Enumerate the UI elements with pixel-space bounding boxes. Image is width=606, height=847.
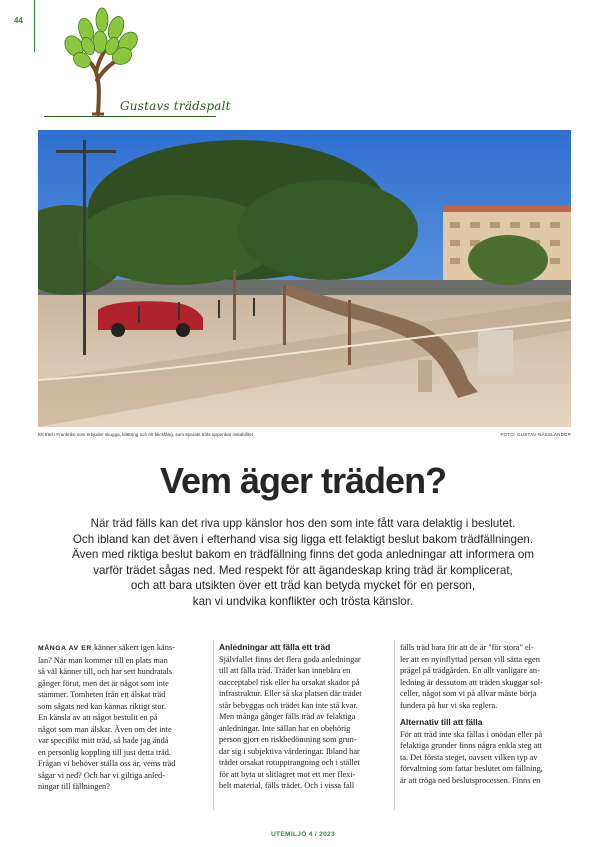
page-number: 44 <box>14 16 23 25</box>
body-line: stämmer. Tomheten från ett älskat träd <box>38 690 166 699</box>
body-line: ler att en nyinflyttad person vill sätta egen <box>400 654 540 664</box>
body-line: anledningar. Inte sällan har en obehörig <box>219 723 351 733</box>
body-line: ningar till fällningen? <box>38 782 110 791</box>
body-line: ta. Det första steget, oavsett vilken typ av <box>400 752 538 762</box>
body-line: felaktiga grunder finns några enkla steg att <box>400 741 542 750</box>
body-line: prägel på trädgården. En allt vanligare an- <box>400 666 540 675</box>
body-line: fälls träd bara för att de är "för stora" el- <box>400 643 534 652</box>
body-line: står bebyggas och trädet kan inte stå kvar. <box>219 700 358 710</box>
body-column-3 <box>400 642 570 786</box>
column-logo <box>44 6 234 116</box>
lead-line: och att bara utsikten över ett träd kan betyda mycket för en person, <box>130 579 476 593</box>
body-line: Frågan vi behöver ställa oss är, vems träd <box>38 759 176 768</box>
body-line: person gjort en riskbedömning som grun- <box>219 735 357 744</box>
lead-line: Och ibland kan det även i efterhand visa sig ligga ett felaktigt beslut bakom trädfällningen. <box>72 532 534 546</box>
lead-in: MÅNGA AV ER <box>38 645 92 652</box>
body-line: Självfallet finns det flera goda anledningar <box>219 654 361 664</box>
section-subhead: Anledningar att fälla ett träd <box>219 642 331 652</box>
lead-line: När träd fälls kan det riva upp känslor hos den som inte fått vara delaktig i beslutet. <box>90 517 516 530</box>
body-column-2 <box>219 642 389 792</box>
body-line: förvaltning som fattar beslutet om fällning, <box>400 764 543 773</box>
body-line: infrastruktur. Eller så ska platsen där trädet <box>219 689 362 698</box>
page-footer: UTEMILJÖ 4 / 2023 <box>270 831 336 838</box>
body-line: För att träd inte ska fällas i onödan eller på <box>400 729 543 739</box>
lead-line: varför trädet sågas ned. Med respekt för att ägandeskap kring träd är komplicerat, <box>93 563 513 577</box>
body-line: till att fälla träd. Trädet kan innebära en <box>219 666 351 675</box>
section-subhead: Alternativ till att fälla <box>400 717 483 727</box>
body-line: så väl känner till, och har sett hundratals <box>38 667 173 676</box>
body-line: för att byta ut slitlagret mot ett mer flexi- <box>219 769 356 779</box>
body-line: lan? När man kommer till en plats man <box>38 655 168 665</box>
body-line: var specifikt mitt träd, så hade jag ändå <box>38 736 169 745</box>
article-headline: Vem äger träden? <box>159 460 447 501</box>
body-line: Men många gånger fälls träd av felaktiga <box>219 712 356 721</box>
article-lead <box>52 516 554 610</box>
body-line: belt material, fälls trädet. Och i vissa fall <box>219 781 355 790</box>
photo-credit: FOTO: GUSTAV NÄSSLANDER <box>500 432 571 437</box>
body-line: oacceptabel risk eller ha orsakat skador på <box>219 677 360 687</box>
body-line: som sågats ned kan kännas riktigt stor. <box>38 701 166 711</box>
photo-caption: Ett träd i Frankrike som erbjuder skugga, klättring och ett blickfång, som sparats trots uppenbar instabilitet <box>38 432 253 437</box>
logo-underline <box>44 116 216 117</box>
body-line: MÅNGA AV ER känner säkert igen käns- <box>38 643 175 652</box>
body-line: trädet orsakat rotupptrangning och i stället <box>219 758 360 767</box>
body-line: är att tröga ned beslutsprocessen. Finns en <box>400 775 541 785</box>
lead-line: Även med riktiga beslut bakom en trädfällning finns det goda anledningar att informera om <box>71 548 535 562</box>
body-column-1 <box>38 642 208 793</box>
body-line: fundera på hur vi ska reglera. <box>400 700 498 710</box>
column-divider <box>213 640 214 810</box>
body-line: gånger förut, men det är något som inte <box>38 678 169 688</box>
body-line: något som man älskar. Även om det inte <box>38 724 172 734</box>
body-line: celler, något som vi på allvar måste börja <box>400 689 537 698</box>
body-line: sågar vi ned? Och har vi giltiga anled- <box>38 770 165 780</box>
column-divider <box>394 640 395 810</box>
margin-rule <box>34 0 35 52</box>
lead-line: kan vi undvika konflikter och trösta känslor. <box>192 594 414 608</box>
article-photo <box>38 130 571 427</box>
body-line: En känsla av att något bestulit en på <box>38 713 158 722</box>
body-line: dar sig i subjektiva värderingar. Ibland har <box>219 746 360 756</box>
body-line: en personlig koppling till just detta träd. <box>38 747 171 757</box>
body-line: ledning är dessutom att träden skuggar sol- <box>400 677 543 687</box>
column-title: Gustavs trädspalt <box>120 99 231 113</box>
